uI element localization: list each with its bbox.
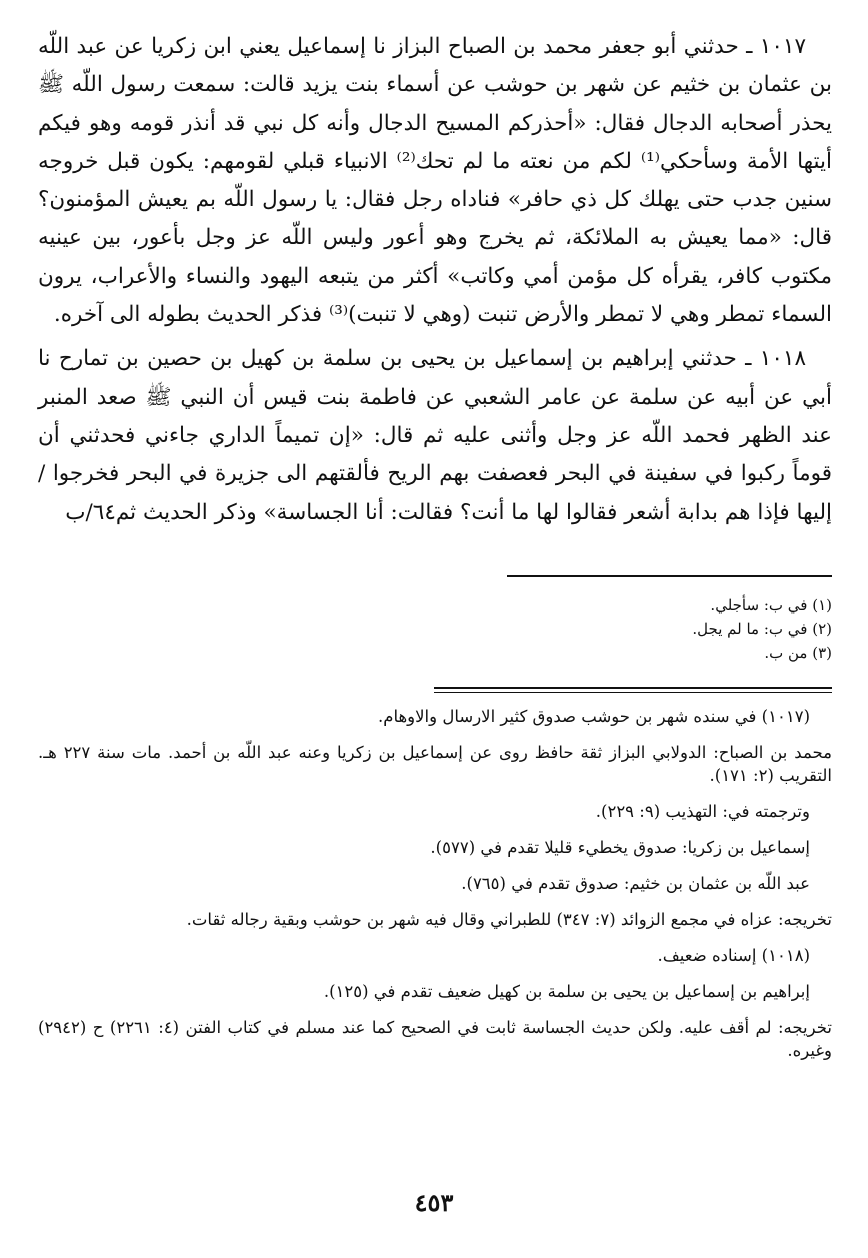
page-body	[38, 28, 832, 1062]
footnote-2: (٢) في ب: ما لم يجل.	[692, 619, 832, 638]
page-number: ٤٥٣	[414, 1188, 454, 1217]
hadith-text	[38, 28, 832, 532]
notes-separator	[434, 687, 832, 693]
hadith-1017: ١٠١٧ ـ حدثني أبو جعفر محمد بن الصباح البزاز نا إسماعيل يعني ابن زكريا عن عبد اللّه بن عثمان بن خثيم عن شهر بن حوشب عن أسماء بنت يزيد قالت: سمعت رسول اللّه ﷺ يحذر أصحابه الدجال فقال: «أحذركم المسيح الدجال وأنه كل نبي قد أنذر قومه وهو فيكم أيتها الأمة وسأحكي⁽¹⁾ لكم من نعته ما لم تحك⁽²⁾ الانبياء قبلي لقومهم: يكون قبل خروجه سنين جدب حتى يهلك كل ذي حافر» فناداه رجل فقال: يا رسول اللّه بم يعيش المؤمنون؟ قال: «مما يعيش به الملائكة، ثم يخرج وهو أعور وليس اللّه عز وجل بأعور، بين عينيه مكتوب كافر، يقرأه كل مؤمن أمي وكاتب» أكثر من يتبعه اليهود والنساء والأعراب، يرون السماء تمطر وهي لا تمطر والأرض تنبت (وهي لا تنبت)⁽³⁾ فذكر الحديث بطوله الى آخره.	[38, 34, 832, 328]
footnote-separator	[507, 575, 832, 577]
note-tahdhib: وترجمته في: التهذيب (٩: ٢٢٩).	[595, 801, 810, 821]
editor-notes	[38, 705, 832, 1062]
hadith-1018: ١٠١٨ ـ حدثني إبراهيم بن إسماعيل بن يحيى بن سلمة بن كهيل بن حصين بن تمارح نا أبي عن أبيه عن سلمة عن عامر الشعبي عن فاطمة بنت قيس أن النبي ﷺ صعد المنبر عند الظهر فحمد اللّه عز وجل وأثنى عليه ثم قال: «إن تميماً الداري جاءني فحدثني أن قوماً ركبوا في سفينة في البحر فعصفت بهم الريح فألقتهم الى جزيرة في البحر فخرجوا / إليها فإذا هم بدابة أشعر فقالوا لها ما أنت؟ فقالت: أنا الجساسة» وذكر الحديث ثم٦٤/ب	[38, 346, 832, 525]
note-abdullah-ibn-uthman: عبد اللّه بن عثمان بن خثيم: صدوق تقدم في (٧٦٥).	[461, 873, 810, 893]
note-1018-isnad: (١٠١٨) إسناده ضعيف.	[657, 945, 810, 965]
note-ismail-ibn-zakariya: إسماعيل بن زكريا: صدوق يخطيء قليلا تقدم في (٥٧٧).	[430, 837, 810, 857]
note-1017-isnad: (١٠١٧) في سنده شهر بن حوشب صدوق كثير الارسال والاوهام.	[377, 706, 810, 726]
note-takhrij-1017: تخريجه: عزاه في مجمع الزوائد (٧: ٣٤٧) للطبراني وقال فيه شهر بن حوشب وبقية رجاله ثقات.	[186, 909, 832, 929]
footnote-3: (٣) من ب.	[764, 643, 832, 662]
note-ibrahim-ibn-ismail: إبراهيم بن إسماعيل بن يحيى بن سلمة بن كهيل ضعيف تقدم في (١٢٥).	[323, 981, 810, 1001]
footnote-1: (١) في ب: سأجلي.	[710, 595, 832, 614]
note-muhammad-ibn-sabbah: محمد بن الصباح: الدولابي البزاز ثقة حافظ روى عن إسماعيل بن زكريا وعنه عبد اللّه بن أحمد. مات سنة ٢٢٧ هـ. التقريب (٢: ١٧١).	[38, 742, 832, 785]
note-takhrij-1018: تخريجه: لم أقف عليه. ولكن حديث الجساسة ثابت في الصحيح كما عند مسلم في كتاب الفتن (٤: ٢٢٦١) ح (٢٩٤٢) وغيره.	[38, 1017, 832, 1060]
manuscript-footnotes	[38, 593, 832, 665]
